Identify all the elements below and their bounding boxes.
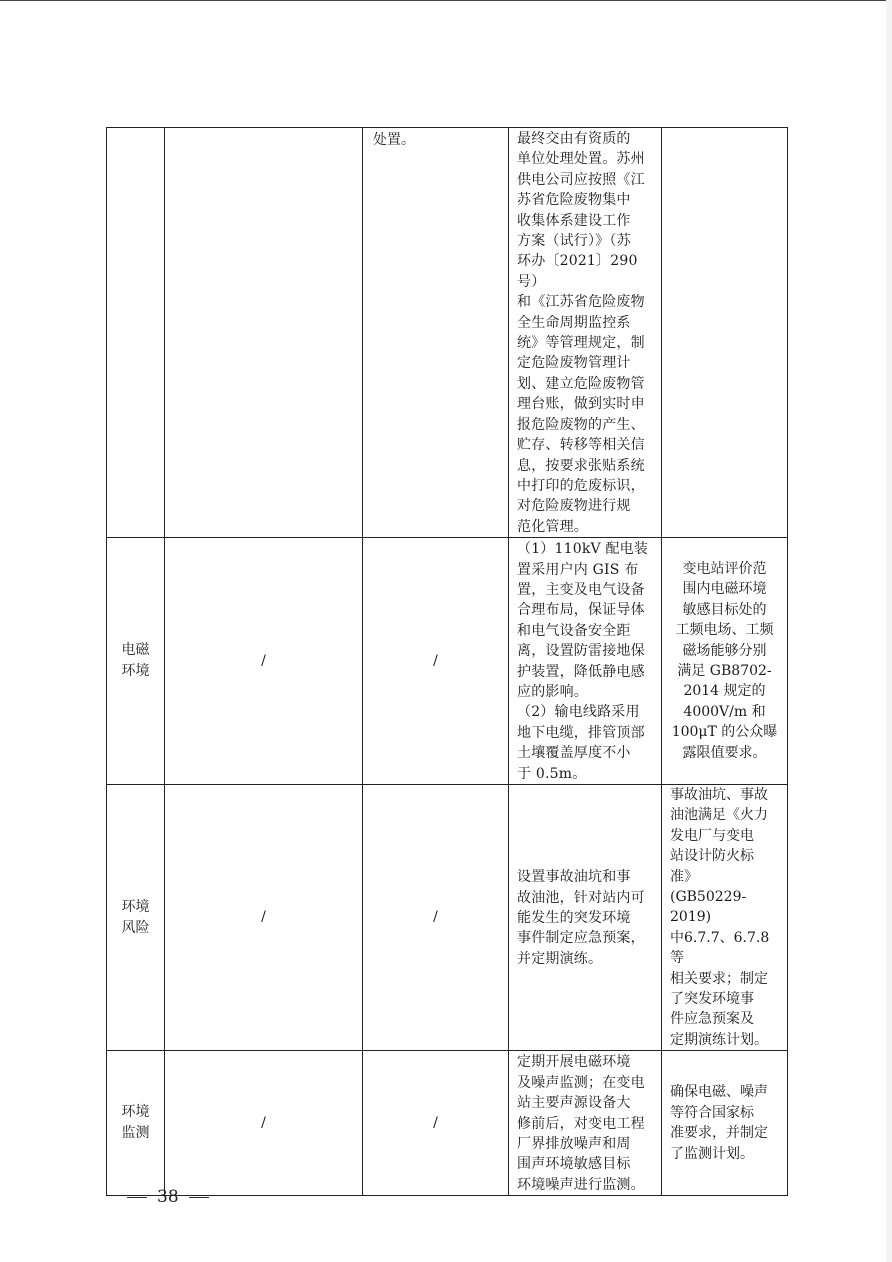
table-row <box>107 785 788 1051</box>
category-cell: 电磁 环境 <box>107 538 165 785</box>
category-cell: 环境 风险 <box>107 785 165 1051</box>
environmental-measures-table <box>106 127 788 1196</box>
column3-cell: / <box>363 1051 509 1196</box>
top-border-line <box>0 0 892 1</box>
column2-cell <box>165 128 363 538</box>
table-row <box>107 1051 788 1196</box>
measures-cell: （1）110kV 配电装 置采用户内 GIS 布 置，主变及电气设备 合理布局，保证导体 和电气设备安全距 离，设置防雷接地保 护装置，降低静电感 应的影响。 （2）输电线路采用 地下电缆，排管顶部 土壤覆盖厚度不小 于 0.5m。 <box>509 538 662 785</box>
column2-cell: / <box>165 785 363 1051</box>
measures-cell: 设置事故油坑和事 故油池，针对站内可 能发生的突发环境 事件制定应急预案， 并定期演练。 <box>509 785 662 1051</box>
column2-cell: / <box>165 1051 363 1196</box>
requirement-cell <box>662 128 788 538</box>
requirement-cell: 事故油坑、事故 油池满足《火力 发电厂与变电 站设计防火标 准》 (GB50229-2019) 中6.7.7、6.7.8等 相关要求；制定 了突发环境事 件应急预案及 定期演练计划。 <box>662 785 788 1051</box>
table-row <box>107 538 788 785</box>
page-footer <box>117 1187 219 1207</box>
table-row <box>107 128 788 538</box>
requirement-cell: 确保电磁、噪声 等符合国家标 准要求，并制定 了监测计划。 <box>662 1051 788 1196</box>
column2-cell: / <box>165 538 363 785</box>
measures-cell: 定期开展电磁环境 及噪声监测；在变电 站主要声源设备大 修前后，对变电工程 厂界排放噪声和周 围声环境敏感目标 环境噪声进行监测。 <box>509 1051 662 1196</box>
category-cell: 环境 监测 <box>107 1051 165 1196</box>
column3-cell: / <box>363 538 509 785</box>
measures-cell: 最终交由有资质的 单位处理处置。苏州 供电公司应按照《江 苏省危险废物集中 收集体系建设工作 方案（试行）》（苏 环办〔2021〕290号） 和《江苏省危险废物 全生命周期监控系 统》等管理规定，制 定危险废物管理计 划、建立危险废物管 理台账，做到实时申 报危险废物的产生、 贮存、转移等相关信 息，按要求张贴系统 中打印的危废标识， 对危险废物进行规 范化管理。 <box>509 128 662 538</box>
page-number: 38 <box>157 1187 179 1207</box>
footer-dash-right <box>189 1197 209 1198</box>
category-cell <box>107 128 165 538</box>
column3-cell: / <box>363 785 509 1051</box>
page-edge-shadow <box>886 0 892 1262</box>
footer-dash-left <box>127 1197 147 1198</box>
column3-cell: 处置。 <box>363 128 509 538</box>
requirement-cell: 变电站评价范 围内电磁环境 敏感目标处的 工频电场、工频 磁场能够分别 满足 GB8702- 2014 规定的 4000V/m 和 100μT 的公众曝 露限值要求。 <box>662 538 788 785</box>
